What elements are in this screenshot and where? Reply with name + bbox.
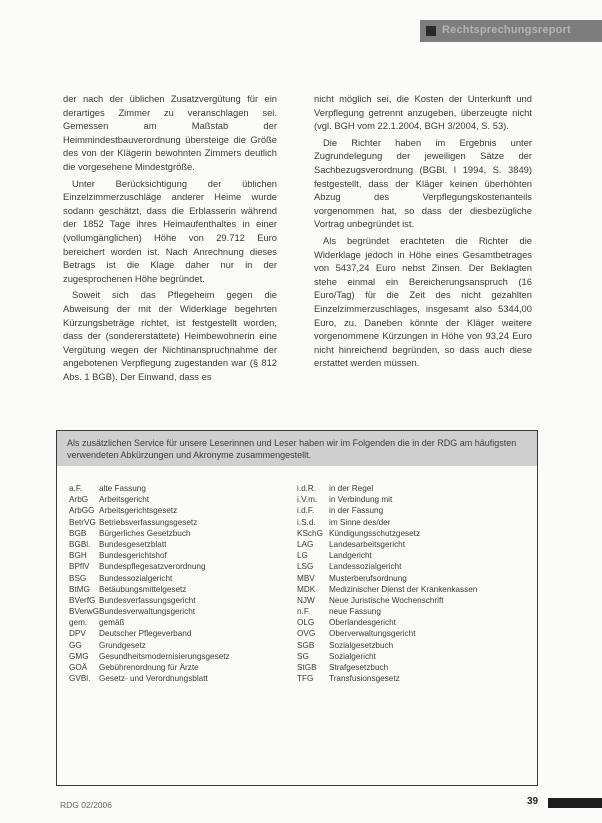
abbreviation-meaning: Sozialgericht bbox=[329, 651, 376, 661]
paragraph: Die Richter haben im Ergebnis unter Zugrundelegung der jeweiligen Sätze der Sachbezugsverordnung (BGBl. I 1994, S. 3849) festgestellt, dass der Kläger keinen überhöhten Abzug des Verpflegungskostenanteils vorgenommen hat, so dass der diesbezügliche Vortrag unbegründet ist. bbox=[314, 136, 532, 230]
abbreviation-meaning: Kündigungsschutzgesetz bbox=[329, 528, 421, 538]
abbreviation-row bbox=[297, 573, 533, 584]
abbreviation-row bbox=[297, 517, 533, 528]
section-header-bar bbox=[420, 20, 602, 42]
abbreviations-intro: Als zusätzlichen Service für unsere Leserinnen und Leser haben wir im Folgenden die in der RDG am häufigsten verwendeten Abkürzungen und Akronyme zusammengestellt. bbox=[57, 431, 537, 466]
abbreviation-term: LAG bbox=[297, 539, 314, 549]
left-text-column bbox=[63, 92, 277, 386]
abbreviation-row bbox=[69, 595, 299, 606]
abbreviations-list-left bbox=[69, 483, 299, 684]
abbreviation-meaning: in der Fassung bbox=[329, 506, 384, 516]
abbreviation-meaning: Betriebsverfassungsgesetz bbox=[99, 517, 198, 527]
abbreviation-term: n.F. bbox=[297, 607, 311, 617]
abbreviation-meaning: Bundesgerichtshof bbox=[99, 551, 167, 561]
abbreviation-row bbox=[69, 528, 299, 539]
abbreviation-row bbox=[69, 550, 299, 561]
abbreviation-meaning: Bürgerliches Gesetzbuch bbox=[99, 528, 191, 538]
abbreviation-term: MBV bbox=[297, 573, 315, 583]
abbreviation-term: BtMG bbox=[69, 584, 90, 594]
abbreviation-term: DPV bbox=[69, 629, 86, 639]
abbreviation-term: GVBl. bbox=[69, 674, 91, 684]
abbreviation-term: i.d.R. bbox=[297, 484, 317, 493]
abbreviation-meaning: Gesundheitsmodernisierungsgesetz bbox=[99, 651, 230, 661]
abbreviation-term: LG bbox=[297, 551, 308, 561]
abbreviation-row bbox=[69, 539, 299, 550]
abbreviation-row bbox=[297, 483, 533, 494]
abbreviation-row bbox=[297, 550, 533, 561]
page-number: 39 bbox=[527, 796, 539, 807]
abbreviation-row bbox=[69, 573, 299, 584]
abbreviation-meaning: Neue Juristische Wochenschrift bbox=[329, 595, 444, 605]
abbreviation-row bbox=[297, 494, 533, 505]
abbreviation-row bbox=[297, 505, 533, 516]
abbreviation-meaning: Bundessozialgericht bbox=[99, 573, 173, 583]
abbreviation-term: TFG bbox=[297, 674, 314, 684]
abbreviation-term: BVerwG bbox=[69, 607, 100, 617]
abbreviation-row bbox=[297, 673, 533, 684]
abbreviation-row bbox=[69, 505, 299, 516]
abbreviation-meaning: Medizinischer Dienst der Krankenkassen bbox=[329, 584, 478, 594]
abbreviation-term: StGB bbox=[297, 663, 317, 672]
paragraph: nicht möglich sei, die Kosten der Unterkunft und Verpflegung getrennt anzugeben, überzeugte nicht (vgl. BGH vom 22.1.2004, BGH 3/2004, S. 53). bbox=[314, 93, 532, 132]
abbreviation-term: BPflV bbox=[69, 562, 90, 572]
abbreviation-meaning: Bundesverwaltungsgericht bbox=[99, 607, 196, 617]
footer-bar bbox=[548, 798, 602, 808]
abbreviation-term: OLG bbox=[297, 618, 315, 628]
abbreviation-row bbox=[69, 640, 299, 651]
abbreviation-row bbox=[297, 595, 533, 606]
abbreviation-term: ArbGG bbox=[69, 506, 95, 516]
abbreviation-term: BSG bbox=[69, 573, 87, 583]
abbreviation-term: ArbG bbox=[69, 495, 89, 505]
abbreviation-meaning: Betäubungsmittelgesetz bbox=[99, 584, 187, 594]
abbreviation-term: i.d.F. bbox=[297, 506, 315, 516]
abbreviation-row bbox=[297, 528, 533, 539]
abbreviation-meaning: Gesetz- und Verordnungsblatt bbox=[99, 674, 208, 684]
abbreviation-term: BGBl. bbox=[69, 539, 91, 549]
abbreviation-row bbox=[69, 662, 299, 673]
abbreviation-row bbox=[69, 494, 299, 505]
abbreviation-term: SG bbox=[297, 651, 309, 661]
abbreviation-row bbox=[297, 539, 533, 550]
abbreviation-term: i.S.d. bbox=[297, 517, 316, 527]
right-text-column bbox=[314, 92, 532, 373]
abbreviation-row bbox=[297, 662, 533, 673]
abbreviations-list-right bbox=[297, 483, 533, 684]
abbreviation-row bbox=[297, 628, 533, 639]
abbreviation-term: GMG bbox=[69, 651, 89, 661]
abbreviation-row bbox=[69, 673, 299, 684]
abbreviation-term: i.V.m. bbox=[297, 495, 318, 505]
abbreviation-meaning: in Verbindung mit bbox=[329, 495, 393, 505]
abbreviation-term: BGH bbox=[69, 551, 87, 561]
abbreviation-meaning: gemäß bbox=[99, 618, 125, 628]
abbreviation-row bbox=[69, 483, 299, 494]
abbreviation-row bbox=[297, 640, 533, 651]
abbreviation-term: BGB bbox=[69, 528, 87, 538]
abbreviation-term: GG bbox=[69, 640, 82, 650]
abbreviations-box bbox=[56, 430, 538, 786]
abbreviation-meaning: alte Fassung bbox=[99, 484, 146, 493]
abbreviation-meaning: Oberlandesgericht bbox=[329, 618, 396, 628]
abbreviation-term: NJW bbox=[297, 595, 315, 605]
section-label: Rechtsprechungsreport bbox=[442, 24, 571, 36]
abbreviation-meaning: Landgericht bbox=[329, 551, 372, 561]
abbreviation-meaning: Arbeitsgericht bbox=[99, 495, 150, 505]
abbreviation-term: GOÄ bbox=[69, 663, 88, 672]
abbreviation-row bbox=[297, 651, 533, 662]
abbreviation-term: a.F. bbox=[69, 484, 83, 493]
abbreviation-meaning: Deutscher Pflegeverband bbox=[99, 629, 192, 639]
abbreviation-meaning: neue Fassung bbox=[329, 607, 381, 617]
abbreviation-row bbox=[297, 606, 533, 617]
paragraph: der nach der üblichen Zusatzvergütung für ein derartiges Zimmer zu veranschlagen sei. Gemessen am Maßstab der Heimmindestbauverordnung übersteige die Größe des von der Klägerin bewohnten Zimmers deutlich die vorgesehene Mindestgröße. bbox=[63, 93, 277, 172]
header-square-marker bbox=[426, 26, 436, 36]
abbreviation-term: MDK bbox=[297, 584, 316, 594]
issue-label: RDG 02/2006 bbox=[60, 800, 112, 810]
abbreviation-meaning: in der Regel bbox=[329, 484, 374, 493]
abbreviation-term: BVerfG bbox=[69, 595, 96, 605]
abbreviation-row bbox=[69, 606, 299, 617]
abbreviation-row bbox=[297, 561, 533, 572]
paragraph: Soweit sich das Pflegeheim gegen die Abweisung der mit der Widerklage begehrten Kürzungsbeträge richtet, ist festgestellt worden, dass der (sondererstattete) Heimbewohnerin eine Vergütung wegen der Nichtinanspruchnahme der angebotenen Verpflegung zugestanden war (§ 812 Abs. 1 BGB). Der Einwand, dass es bbox=[63, 289, 277, 382]
abbreviation-row bbox=[297, 584, 533, 595]
abbreviation-meaning: Bundesgesetzblatt bbox=[99, 539, 167, 549]
abbreviation-meaning: Bundesverfassungsgericht bbox=[99, 595, 196, 605]
abbreviation-meaning: Arbeitsgerichtsgesetz bbox=[99, 506, 178, 516]
abbreviation-term: LSG bbox=[297, 562, 314, 572]
abbreviation-meaning: Musterberufsordnung bbox=[329, 573, 407, 583]
abbreviation-meaning: Transfusionsgesetz bbox=[329, 674, 400, 684]
abbreviation-term: BetrVG bbox=[69, 517, 96, 527]
abbreviation-term: KSchG bbox=[297, 528, 323, 538]
abbreviation-row bbox=[297, 617, 533, 628]
abbreviation-meaning: Sozialgesetzbuch bbox=[329, 640, 394, 650]
abbreviation-term: OVG bbox=[297, 629, 316, 639]
abbreviation-meaning: Landessozialgericht bbox=[329, 562, 402, 572]
abbreviation-meaning: Bundespflegesatzverordnung bbox=[99, 562, 206, 572]
abbreviation-row bbox=[69, 517, 299, 528]
paragraph: Als begründet erachteten die Richter die Widerklage jedoch in Höhe eines Gesamtbetrages von 5437,24 Euro nebst Zinsen. Der Beklagten stehe einmal ein Bereicherungsanspruch (16 Euro/Tag) für die Zeit des nicht gezahlten Einzelzimmerzuschlages, insgesamt also 5344,00 Euro, zu. Daneben könnte der Kläger weitere vorgenommene Kürzungen in Höhe von 93,24 Euro nicht hinreichend begründen, so dass auch diese erstattet werden müssen. bbox=[314, 234, 532, 369]
abbreviation-meaning: Oberverwaltungsgericht bbox=[329, 629, 416, 639]
abbreviation-row bbox=[69, 561, 299, 572]
abbreviation-row bbox=[69, 628, 299, 639]
abbreviation-meaning: Grundgesetz bbox=[99, 640, 146, 650]
abbreviation-row bbox=[69, 617, 299, 628]
abbreviation-row bbox=[69, 651, 299, 662]
paragraph: Unter Berücksichtigung der üblichen Einzelzimmerzuschläge anderer Heime wurde sodann geschätzt, dass die Erblasserin während der 1852 Tage ihres Heimaufenthaltes in einer (vollumgänglichen) Höhe von 29.712 Euro bereichert worden ist. Nach Anrechnung dieses Betrags ist die Klage daher nur in der zugesprochenen Höhe begründet. bbox=[63, 177, 277, 284]
abbreviation-meaning: Strafgesetzbuch bbox=[329, 663, 389, 672]
abbreviation-term: gem. bbox=[69, 618, 88, 628]
abbreviation-meaning: im Sinne des/der bbox=[329, 517, 391, 527]
abbreviation-term: SGB bbox=[297, 640, 315, 650]
abbreviation-row bbox=[69, 584, 299, 595]
abbreviation-meaning: Gebührenordnung für Ärzte bbox=[99, 663, 199, 672]
abbreviation-meaning: Landesarbeitsgericht bbox=[329, 539, 406, 549]
